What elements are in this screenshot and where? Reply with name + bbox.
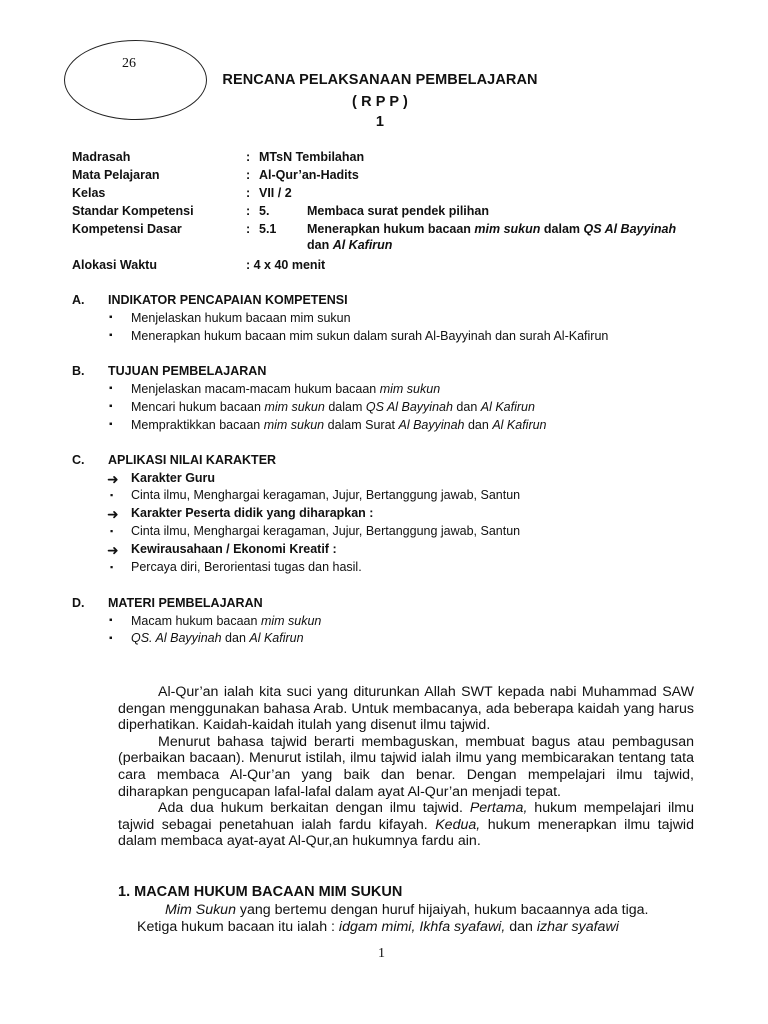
- badge-number: 26: [122, 56, 136, 71]
- list-item: Menjelaskan macam-macam hukum bacaan mim sukun: [131, 382, 441, 396]
- kd-text: Menerapkan hukum bacaan mim sukun dalam QS Al Bayyinah: [307, 222, 677, 236]
- madrasah-label: Madrasah: [72, 150, 131, 164]
- section-d-letter: D.: [72, 596, 85, 610]
- kd-number: 5.1: [259, 222, 277, 236]
- doc-title: RENCANA PELAKSANAAN PEMBELAJARAN: [222, 72, 538, 88]
- kewirausahaan-heading: Kewirausahaan / Ekonomi Kreatif :: [131, 542, 337, 556]
- doc-number: 1: [375, 114, 385, 130]
- madrasah-value: MTsN Tembilahan: [259, 150, 365, 164]
- doc-subtitle: ( R P P ): [352, 94, 408, 110]
- square-bullet-icon: ▪: [109, 401, 113, 412]
- arrow-right-icon: ➜: [107, 542, 119, 558]
- list-item: Cinta ilmu, Menghargai keragaman, Jujur, Bertanggung jawab, Santun: [131, 524, 521, 538]
- heading-text-line1: Mim Sukun yang bertemu dengan huruf hijaiyah, hukum bacaannya ada tiga.: [165, 902, 649, 918]
- square-bullet-icon: ▪: [110, 562, 114, 572]
- section-heading: 1. MACAM HUKUM BACAAN MIM SUKUN: [118, 884, 403, 900]
- paragraph-2: Menurut bahasa tajwid berarti membaguskan, membuat bagus atau pembagusan (perbaikan bacaan). Menurut istilah, ilmu tajwid ialah ilmu yang membicarakan tentang tata cara membaca Al-Qur’an yang baik dan benar. Dengan mempelajari ilmu tajwid, diharapkan pengucapan lafal-lafal dalam ayat Al-Qur’an menjadi tepat.: [118, 733, 694, 800]
- list-item: Macam hukum bacaan mim sukun: [131, 614, 322, 628]
- kelas-label: Kelas: [72, 186, 106, 200]
- section-c-letter: C.: [72, 453, 85, 467]
- page-number-ellipse: [64, 40, 207, 120]
- section-d-title: MATERI PEMBELAJARAN: [108, 596, 263, 610]
- list-item: Mencari hukum bacaan mim sukun dalam QS Al Bayyinah dan Al Kafirun: [131, 400, 535, 414]
- list-item: Percaya diri, Berorientasi tugas dan hasil.: [131, 560, 362, 574]
- kd-label: Kompetensi Dasar: [72, 222, 182, 236]
- sk-label: Standar Kompetensi: [72, 204, 194, 218]
- sk-number: 5.: [259, 204, 270, 218]
- karakter-guru-heading: Karakter Guru: [131, 471, 216, 485]
- square-bullet-icon: ▪: [109, 330, 113, 341]
- square-bullet-icon: ▪: [109, 312, 113, 323]
- colon: :: [246, 222, 251, 236]
- list-item: Mempraktikkan bacaan mim sukun dalam Surat Al Bayyinah dan Al Kafirun: [131, 418, 547, 432]
- heading-text-line2: Ketiga hukum bacaan itu ialah : idgam mimi, Ikhfa syafawi, dan izhar syafawi: [137, 919, 619, 935]
- list-item: Menjelaskan hukum bacaan mim sukun: [131, 311, 351, 325]
- mapel-label: Mata Pelajaran: [72, 168, 160, 182]
- kelas-value: VII / 2: [259, 186, 292, 200]
- square-bullet-icon: ▪: [109, 419, 113, 430]
- section-b-title: TUJUAN PEMBELAJARAN: [108, 364, 267, 378]
- square-bullet-icon: ▪: [110, 490, 114, 500]
- karakter-siswa-heading: Karakter Peserta didik yang diharapkan :: [131, 506, 374, 520]
- section-a-title: INDIKATOR PENCAPAIAN KOMPETENSI: [108, 293, 348, 307]
- arrow-right-icon: ➜: [107, 506, 119, 522]
- square-bullet-icon: ▪: [109, 615, 113, 626]
- colon: :: [246, 186, 251, 200]
- square-bullet-icon: ▪: [109, 383, 113, 394]
- alokasi-value: : 4 x 40 menit: [246, 258, 326, 272]
- square-bullet-icon: ▪: [110, 526, 114, 536]
- list-item: QS. Al Bayyinah dan Al Kafirun: [131, 631, 304, 645]
- body-text: [118, 684, 694, 850]
- section-c-title: APLIKASI NILAI KARAKTER: [108, 453, 277, 467]
- paragraph-3: Ada dua hukum berkaitan dengan ilmu tajwid. Pertama, hukum mempelajari ilmu tajwid sebagai penetahuan ialah fardu kifayah. Kedua, hukum menerapkan ilmu tajwid dalam membaca ayat-ayat Al-Qur,an hukumnya fardu ain.: [118, 800, 694, 850]
- list-item: Menerapkan hukum bacaan mim sukun dalam surah Al-Bayyinah dan surah Al-Kafirun: [131, 329, 609, 343]
- colon: :: [246, 204, 251, 218]
- colon: :: [246, 168, 251, 182]
- list-item: Cinta ilmu, Menghargai keragaman, Jujur, Bertanggung jawab, Santun: [131, 488, 521, 502]
- section-b-letter: B.: [72, 364, 85, 378]
- page-number: 1: [378, 946, 385, 961]
- section-a-letter: A.: [72, 293, 85, 307]
- alokasi-label: Alokasi Waktu: [72, 258, 157, 272]
- paragraph-1: Al-Qur’an ialah kita suci yang diturunkan Allah SWT kepada nabi Muhammad SAW dengan menggunakan bahasa Arab. Untuk membacanya, ada beberapa kaidah yang harus diperhatikan. Kaidah-kaidah itulah yang disenut ilmu tajwid.: [118, 684, 694, 734]
- colon: :: [246, 150, 251, 164]
- square-bullet-icon: ▪: [109, 633, 113, 644]
- arrow-right-icon: ➜: [107, 471, 119, 487]
- kd-text-line2: dan Al Kafirun: [307, 238, 393, 252]
- mapel-value: Al-Qur’an-Hadits: [259, 168, 359, 182]
- sk-text: Membaca surat pendek pilihan: [307, 204, 489, 218]
